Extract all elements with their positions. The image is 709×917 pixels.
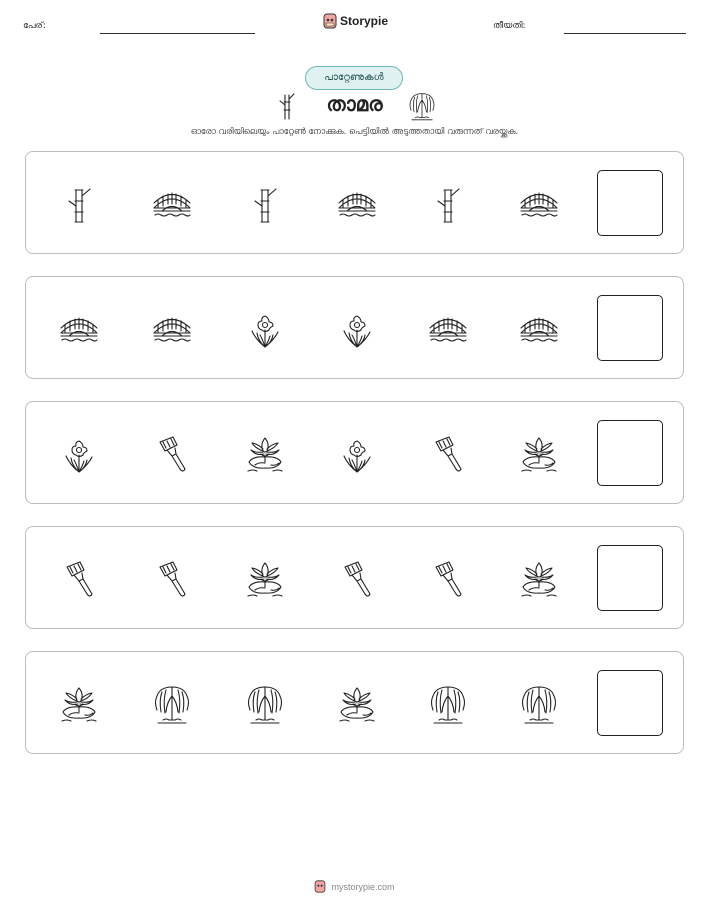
page-title: താമര — [326, 92, 383, 116]
lotus-icon — [243, 557, 287, 601]
storypie-mascot-icon — [314, 880, 326, 893]
brush-icon — [150, 432, 194, 476]
category-pill: പാറ്റേണുകൾ — [305, 66, 403, 90]
bamboo-icon — [426, 182, 470, 226]
bridge-icon — [57, 307, 101, 351]
name-line[interactable] — [100, 33, 255, 34]
pattern-row — [25, 276, 684, 379]
answer-box[interactable] — [597, 420, 663, 486]
pattern-row — [25, 151, 684, 254]
lotus-icon — [517, 432, 561, 476]
name-label: പേര്: — [23, 21, 46, 31]
footer-url[interactable]: mystorypie.com — [331, 881, 395, 892]
brush-icon — [426, 432, 470, 476]
lotus-icon — [517, 557, 561, 601]
bridge-icon — [150, 307, 194, 351]
brush-icon — [426, 557, 470, 601]
bridge-icon — [150, 182, 194, 226]
lotus-icon — [243, 432, 287, 476]
willow-icon — [243, 682, 287, 726]
bamboo-icon — [57, 182, 101, 226]
brush-icon — [335, 557, 379, 601]
willow-icon — [150, 682, 194, 726]
bamboo-icon — [243, 182, 287, 226]
bridge-icon — [517, 182, 561, 226]
daffodil-icon — [57, 432, 101, 476]
date-label: തീയതി: — [493, 21, 526, 31]
pattern-row — [25, 401, 684, 504]
bridge-icon — [426, 307, 470, 351]
willow-icon — [426, 682, 470, 726]
answer-box[interactable] — [597, 545, 663, 611]
bridge-icon — [335, 182, 379, 226]
lotus-icon — [335, 682, 379, 726]
daffodil-icon — [243, 307, 287, 351]
instructions: ഓരോ വരിയിലെയും പാറ്റേൺ നോക്കുക. പെട്ടിയിൽ അടുത്തതായി വരുന്നത് വരയ്ക്കുക. — [190, 127, 519, 137]
brand-name: Storypie — [340, 14, 389, 28]
storypie-mascot-icon — [323, 13, 337, 29]
brand-logo — [323, 13, 388, 29]
footer — [0, 880, 709, 893]
answer-box[interactable] — [597, 170, 663, 236]
daffodil-icon — [335, 307, 379, 351]
date-line[interactable] — [564, 33, 686, 34]
answer-box[interactable] — [597, 295, 663, 361]
willow-icon — [406, 90, 438, 122]
pattern-row — [25, 651, 684, 754]
brush-icon — [150, 557, 194, 601]
willow-icon — [517, 682, 561, 726]
pattern-row — [25, 526, 684, 629]
daffodil-icon — [335, 432, 379, 476]
brush-icon — [57, 557, 101, 601]
answer-box[interactable] — [597, 670, 663, 736]
bridge-icon — [517, 307, 561, 351]
lotus-icon — [57, 682, 101, 726]
